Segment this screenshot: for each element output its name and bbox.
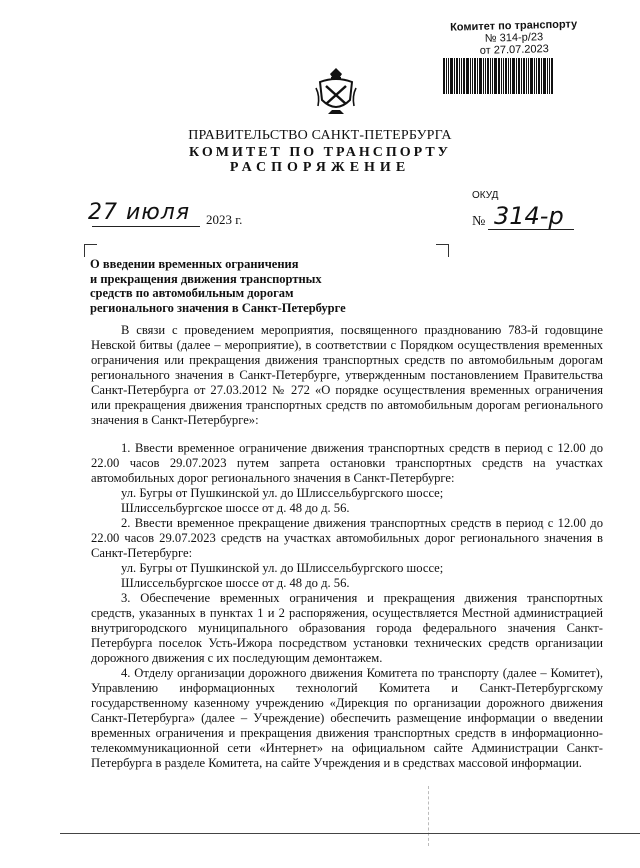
barcode-bar <box>446 58 447 94</box>
barcode-bar <box>508 58 509 94</box>
barcode-bar <box>505 58 507 94</box>
barcode-bar <box>483 58 484 94</box>
barcode-bar <box>443 58 445 94</box>
barcode-bar <box>450 58 453 94</box>
barcode-bar <box>479 58 482 94</box>
barcode-bar <box>466 58 469 94</box>
barcode-bar <box>526 58 527 94</box>
document-body <box>91 323 603 771</box>
scan-artifact <box>428 786 431 846</box>
barcode-bar <box>456 58 458 94</box>
date-handwritten: 27 июля <box>88 200 191 225</box>
barcode-bar <box>463 58 465 94</box>
title-line: О введении временных ограничения <box>90 257 299 271</box>
stamp-number: № 314-р/23 <box>484 31 544 45</box>
barcode-bar <box>503 58 504 94</box>
date-underline <box>92 226 200 227</box>
barcode-bar <box>490 58 491 94</box>
title-line: и прекращения движения транспортных <box>90 271 322 286</box>
item-2: 2. Ввести временное прекращение движения транспортных средств в период с 12.00 до 22.00 часов 29.07.2023 средств на участках автомобильных дорог регионального значения в Санкт-Петербурге: <box>91 516 603 560</box>
barcode-bar <box>551 58 553 94</box>
barcode-bar <box>512 58 515 94</box>
barcode-bar <box>534 58 535 94</box>
page-edge <box>60 833 640 834</box>
barcode-bar <box>487 58 489 94</box>
government-heading: ПРАВИТЕЛЬСТВО САНКТ-ПЕТЕРБУРГА <box>188 128 452 143</box>
committee-heading: КОМИТЕТ ПО ТРАНСПОРТУ <box>189 145 451 160</box>
number-underline <box>488 229 574 230</box>
barcode-bar <box>454 58 455 94</box>
barcode-bar <box>494 58 497 94</box>
item-3: 3. Обеспечение временных ограничения и прекращения движения транспортных средств, указанных в пунктах 1 и 2 распоряжения, осуществляется Местной администрацией внутригородского муниципального образования города федерального значения Санкт-Петербурга поселок Усть-Ижора посредством установки технических средств организации дорожного движения с их последующим демонтажем. <box>91 591 603 665</box>
barcode-bar <box>485 58 486 94</box>
barcode-bar <box>538 58 540 94</box>
item-2-street-b: Шлиссельбургское шоссе от д. 48 до д. 56. <box>121 576 350 590</box>
barcode-bar <box>472 58 473 94</box>
barcode-bar <box>523 58 525 94</box>
barcode-bar <box>528 58 529 94</box>
item-1-street-b: Шлиссельбургское шоссе от д. 48 до д. 56. <box>121 501 350 515</box>
barcode-bar <box>510 58 511 94</box>
barcode-bar <box>448 58 449 94</box>
item-2-street-a: ул. Бугры от Пушкинской ул. до Шлиссельбургского шоссе; <box>121 561 444 575</box>
intro-paragraph: В связи с проведением мероприятия, посвященного празднованию 783-й годовщине Невской битвы (далее – мероприятие), в соответствии с Порядком осуществления временных ограничения или прекращения движения транспортных средств по автомобильным дорогам регионального значения в Санкт-Петербурге, утвержденным постановлением Правительства Санкт-Петербурга от 27.03.2012 № 272 «О порядке осуществления временных ограничения или прекращения движения транспортных средств по автомобильным дорогам регионального значения в Санкт-Петербурге»: <box>91 323 603 427</box>
date-year: 2023 г. <box>206 212 243 227</box>
barcode-bar <box>459 58 460 94</box>
title-corner-left <box>84 244 97 257</box>
barcode-bar <box>501 58 502 94</box>
item-4: 4. Отделу организации дорожного движения Комитета по транспорту (далее – Комитет), Управлению информационных технологий Комитета и Санкт-Петербургскому государственному казенному учреждению «Дирекция по организации дорожного движения Санкт-Петербурга» (далее – Учреждение) обеспечить размещение информации о введении временных ограничения и прекращения движения транспортных средств в информационно-телекоммуникационной сети «Интернет» на официальном сайте Администрации Санкт-Петербурга в разделе Комитета, на сайте Учреждения и в средствах массовой информации. <box>91 666 603 770</box>
stamp-date: от 27.07.2023 <box>479 43 549 57</box>
barcode-bar <box>492 58 493 94</box>
document-title <box>90 257 390 315</box>
registration-stamp <box>430 18 599 58</box>
barcode-bar <box>530 58 533 94</box>
item-1-street-a: ул. Бугры от Пушкинской ул. до Шлиссельбургского шоссе; <box>121 486 444 500</box>
barcode-bar <box>477 58 478 94</box>
barcode-bar <box>541 58 542 94</box>
number-sign: № <box>472 214 486 229</box>
barcode <box>443 58 583 94</box>
barcode-bar <box>518 58 520 94</box>
title-line: средств по автомобильным дорогам <box>90 286 294 300</box>
title-line: регионального значения в Санкт-Петербурге <box>90 300 346 315</box>
barcode-bar <box>470 58 471 94</box>
coat-of-arms-icon <box>314 66 358 120</box>
item-1: 1. Ввести временное ограничение движения транспортных средств в период с 12.00 до 22.00 часов 29.07.2023 путем запрета остановки транспортных средств на участках автомобильных дорог регионального значения в Санкт-Петербурге: <box>91 441 603 485</box>
barcode-bar <box>474 58 476 94</box>
barcode-bar <box>498 58 500 94</box>
barcode-bar <box>521 58 522 94</box>
document-type-heading: РАСПОРЯЖЕНИЕ <box>229 160 411 175</box>
barcode-bar <box>549 58 550 94</box>
number-handwritten: 314-р <box>494 202 564 230</box>
title-corner-right <box>436 244 449 257</box>
barcode-bar <box>461 58 462 94</box>
okud-label: ОКУД <box>472 190 499 201</box>
barcode-bar <box>536 58 537 94</box>
barcode-bar <box>543 58 546 94</box>
stamp-org: Комитет по транспорту <box>449 18 578 34</box>
barcode-bar <box>547 58 548 94</box>
barcode-bar <box>516 58 517 94</box>
